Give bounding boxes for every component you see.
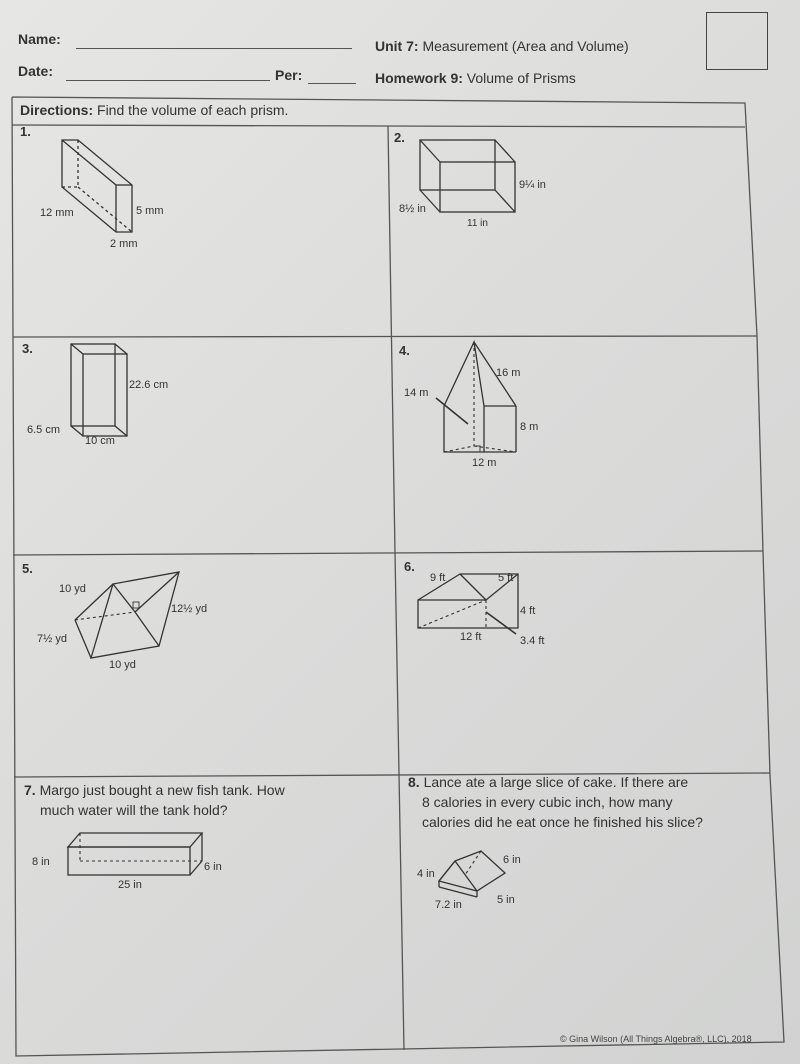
name-label: Name: [18,31,61,47]
figure-3-prism [25,340,195,455]
problem-1-number: 1. [20,124,31,139]
center-divider-top [388,126,395,553]
problem-3-number: 3. [22,341,33,356]
directions-divider [12,125,745,127]
label-5-side: 7½ yd [37,633,67,645]
figure-6-prism [410,568,590,658]
label-5-bottom: 10 yd [109,659,136,671]
label-4-height: 8 m [520,421,539,433]
label-1-height: 5 mm [136,205,164,217]
label-4-base: 12 m [472,457,497,469]
unit-name: Measurement (Area and Volume) [418,38,629,54]
problem-8-text [408,772,703,832]
label-2-length: 11 in [467,218,488,229]
figure-2-prism [395,132,575,232]
center-divider-bottom [395,553,404,1050]
label-6-slant: 5 ft [498,572,514,584]
label-6-base: 12 ft [460,631,482,643]
label-2-depth: 9¼ in [519,179,546,191]
label-7-height: 8 in [32,856,50,868]
figure-4-prism [400,340,570,470]
problem-8-line3: calories did he eat once he finished his slice? [422,814,703,830]
label-8-bottom: 7.2 in [435,899,462,911]
problem-8-number: 8. [408,774,420,790]
unit-number: Unit 7: [375,38,419,54]
date-label: Date: [18,63,54,79]
problem-6-number: 6. [404,559,415,574]
directions [20,102,288,118]
row-divider-1 [13,336,757,337]
label-8-length: 5 in [497,894,515,906]
label-8-top: 6 in [503,854,521,866]
label-8-side: 4 in [417,868,435,880]
directions-label: Directions: [20,102,94,118]
problem-5-number: 5. [22,561,33,576]
label-4-slant: 16 m [496,367,521,379]
label-1-width: 2 mm [110,238,138,250]
label-1-length: 12 mm [40,207,74,219]
period-label: Per: [275,67,303,83]
problem-4-number: 4. [399,343,410,358]
homework-number: Homework 9: [375,70,463,86]
homework-name: Volume of Prisms [462,70,576,86]
label-5-height: 12½ yd [171,603,208,615]
label-4-length: 14 m [404,387,429,399]
label-5-top: 10 yd [59,583,86,595]
label-6-height: 4 ft [520,605,536,617]
label-3-height: 22.6 cm [129,379,169,391]
problem-2-number: 2. [394,130,405,145]
figure-8-cake-slice [415,845,545,915]
label-7-width: 6 in [204,861,222,873]
label-6-offset: 3.4 ft [520,635,545,647]
figure-7-tank [28,825,228,895]
problem-7-text [24,780,285,820]
label-3-width: 10 cm [85,435,115,447]
problem-7-number: 7. [24,782,36,798]
figure-5-prism [35,570,225,680]
directions-text: Find the volume of each prism. [93,102,289,118]
copyright-footer: © Gina Wilson (All Things Algebra®, LLC), 2018 [560,1034,752,1044]
row-divider-2 [13,551,763,555]
figure-1-prism [30,130,190,260]
label-2-height: 8½ in [399,203,426,215]
problem-7-line1: Margo just bought a new fish tank. How [39,782,285,798]
label-6-length: 9 ft [430,572,446,584]
label-7-length: 25 in [118,879,142,891]
label-3-depth: 6.5 cm [27,424,61,436]
problem-7-line2: much water will the tank hold? [40,802,228,818]
problem-8-line1: Lance ate a large slice of cake. If there are [423,774,689,790]
problem-8-line2: 8 calories in every cubic inch, how many [422,794,673,810]
